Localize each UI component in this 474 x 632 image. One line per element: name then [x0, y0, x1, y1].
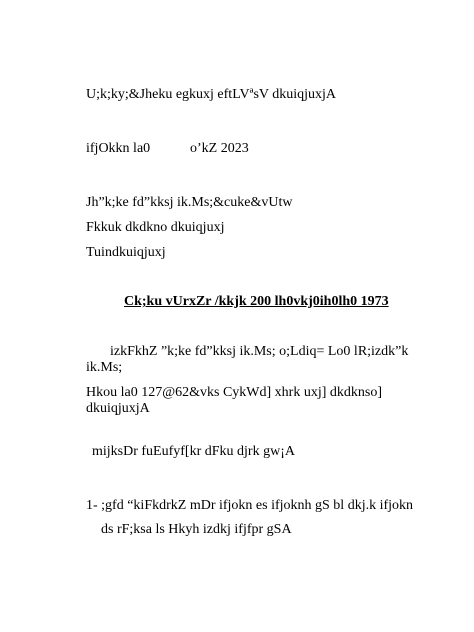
statement-heading: Ck;ku vUrxZr /kkjk 200 lh0vkj0ih0lh0 1973 — [124, 294, 389, 309]
police-station-line: Fkkuk dkdkno dkuiqjuxj — [86, 220, 225, 235]
declaration-line: mijksDr fuEufyf[kr dFku djrk gw¡A — [92, 444, 295, 459]
address-line1: Hkou la0 127@62&vks CykWd] xhrk uxj] dkdknso] — [86, 385, 382, 400]
statement-para1-line2: ik.Ms; — [86, 360, 123, 375]
parties-line: Jh”k;ke fd”kksj ik.Ms;&cuke&vUtw — [86, 195, 293, 210]
case-year: o’kZ 2023 — [190, 141, 249, 156]
point-1-line2: ds rF;ksa ls Hkyh izdkj ifjfpr gSA — [101, 522, 292, 537]
point-1-line1: 1- ;gfd “kiFkdrkZ mDr ifjokn es ifjoknh gS bl dkj.k ifjokn — [86, 498, 414, 513]
statement-para1-line1: izkFkhZ ”k;ke fd”kksj ik.Ms; o;Ldiq= Lo0 lR;izdk”k — [110, 344, 409, 359]
district-line: Tuindkuiqjuxj — [86, 245, 166, 260]
court-header-line: U;k;ky;&Jheku egkuxj eftLVªsV dkuiqjuxjA — [86, 87, 337, 102]
case-number-label: ifjOkkn la0 — [86, 141, 151, 156]
address-line2: dkuiqjuxjA — [86, 401, 150, 416]
